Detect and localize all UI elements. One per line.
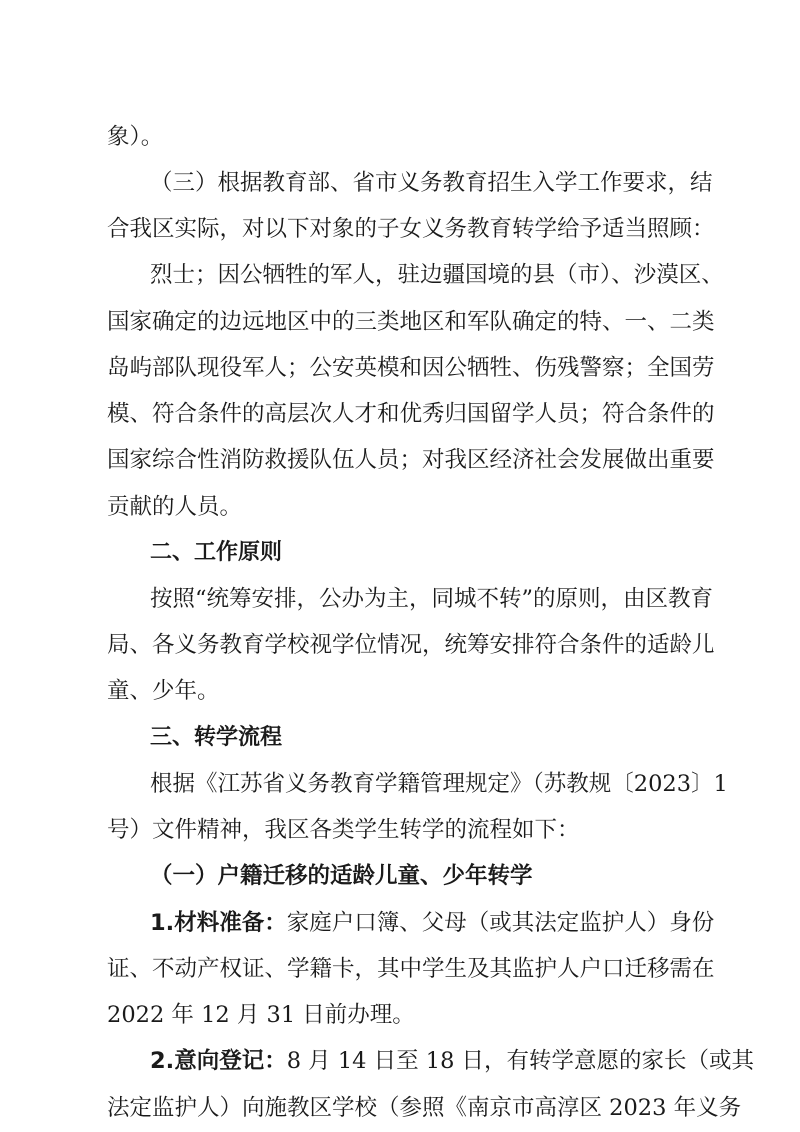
subsection-heading: （一）户籍迁移的适龄儿童、少年转学 — [150, 863, 533, 889]
paragraph-line: 国家确定的边远地区中的三类地区和军队确定的特、一、二类 — [107, 309, 715, 335]
paragraph-line: 证、不动产权证、学籍卡，其中学生及其监护人户口迁移需在 — [107, 956, 715, 982]
paragraph-line — [150, 1041, 755, 1081]
paragraph-line: 烈士；因公牺牲的军人，驻边疆国境的县（市）、沙漠区、 — [150, 262, 724, 288]
section-heading: 三、转学流程 — [150, 725, 283, 750]
paragraph-line: 象）。 — [107, 124, 164, 150]
paragraph-line: 根据《江苏省义务教育学籍管理规定》（苏教规〔2023〕1 — [150, 771, 728, 797]
item-text: 家庭户口簿、父母（或其法定监护人）身份 — [286, 910, 715, 936]
paragraph-line: 岛屿部队现役军人；公安英模和因公牺牲、伤残警察；全国劳 — [107, 355, 715, 381]
paragraph-line: 号）文件精神，我区各类学生转学的流程如下： — [107, 817, 580, 843]
paragraph-line: 2022 年 12 月 31 日前办理。 — [107, 1002, 415, 1028]
paragraph-line: 法定监护人）向施教区学校（参照《南京市高淳区 2023 年义务 — [107, 1095, 742, 1121]
paragraph-line: 合我区实际，对以下对象的子女义务教育转学给予适当照顾： — [107, 216, 715, 242]
paragraph-line: 国家综合性消防救援队伍人员；对我区经济社会发展做出重要 — [107, 447, 715, 473]
paragraph-line: 贡献的人员。 — [107, 494, 243, 520]
item-lead: 2.意向登记： — [150, 1048, 287, 1074]
paragraph-line: 童、少年。 — [107, 678, 220, 704]
item-text: 8 月 14 日至 18 日，有转学意愿的家长（或其 — [286, 1048, 755, 1074]
paragraph-line: 局、各义务教育学校视学位情况，统筹安排符合条件的适龄儿 — [107, 632, 715, 658]
paragraph-line: 按照“统筹安排，公办为主，同城不转”的原则，由区教育 — [150, 586, 714, 612]
paragraph-line: 模、符合条件的高层次人才和优秀归国留学人员；符合条件的 — [107, 401, 715, 427]
paragraph-line: （三）根据教育部、省市义务教育招生入学工作要求，结 — [150, 170, 713, 196]
paragraph-line — [150, 903, 715, 943]
item-lead: 1.材料准备： — [150, 910, 287, 936]
section-heading: 二、工作原则 — [150, 540, 283, 565]
